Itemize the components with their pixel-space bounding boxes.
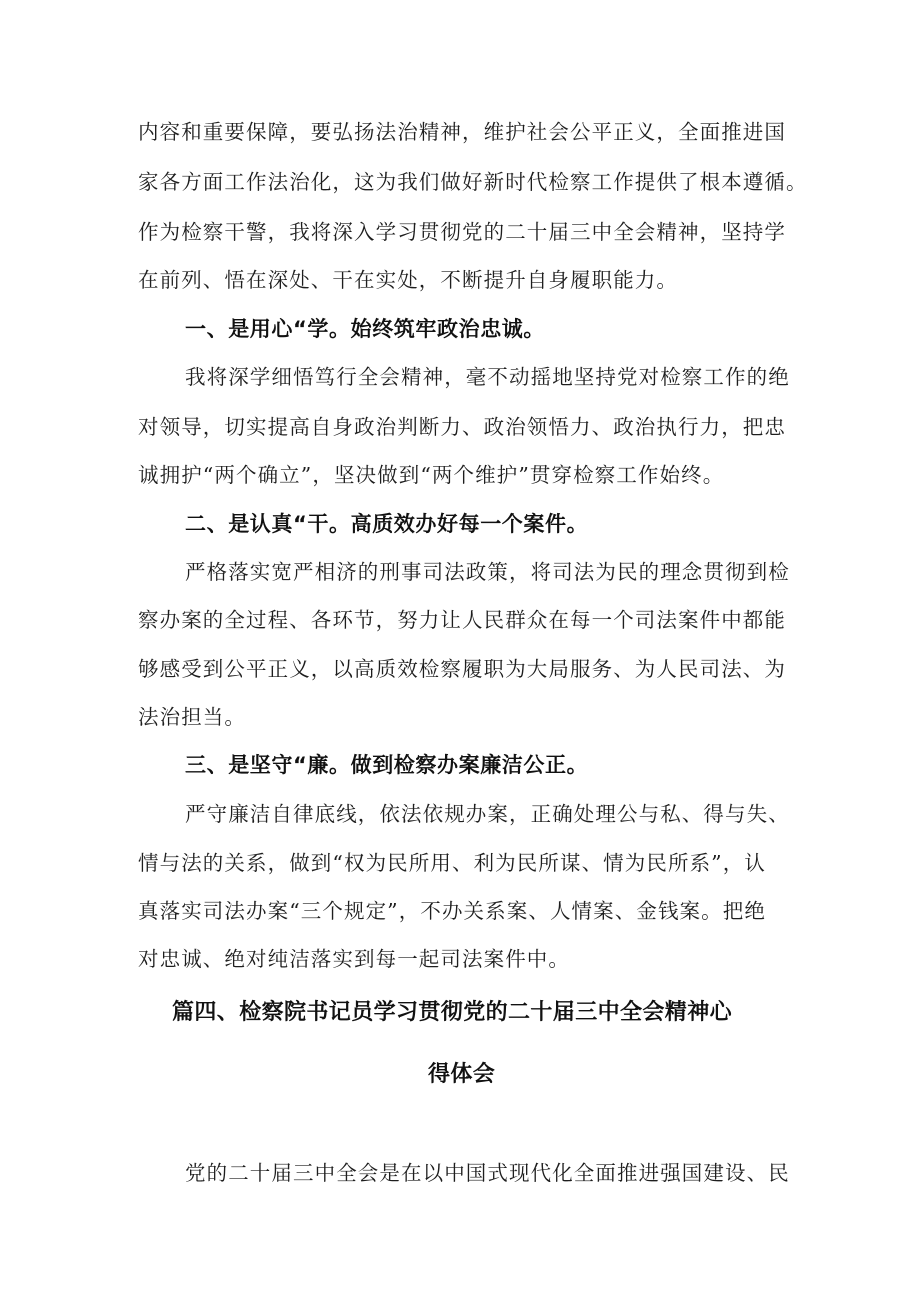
- article-body-line: 党的二十届三中全会是在以中国式现代化全面推进强国建设、民: [185, 1161, 790, 1185]
- section-1-line: 诚拥护“两个确立”，坚决做到“两个维护”贯穿检察工作始终。: [138, 463, 725, 487]
- section-heading-2: 二、是认真“干。高质效办好每一个案件。: [185, 512, 589, 536]
- article-title-continued: 得体会: [428, 1062, 496, 1087]
- section-3-line: 对忠诚、绝对纯洁落实到每一起司法案件中。: [138, 947, 570, 971]
- section-3-line: 真落实司法办案“三个规定”，不办关系案、人情案、金钱案。把绝: [138, 899, 766, 923]
- section-heading-1: 一、是用心“学。始终筑牢政治忠诚。: [185, 317, 546, 341]
- section-3-line: 严守廉洁自律底线，依法依规办案，正确处理公与私、得与失、: [185, 802, 790, 826]
- intro-line: 家各方面工作法治化，这为我们做好新时代检察工作提供了根本遵循。: [138, 170, 808, 194]
- section-1-line: 对领导，切实提高自身政治判断力、政治领悟力、政治执行力，把忠: [138, 415, 786, 439]
- article-title: 篇四、检察院书记员学习贯彻党的二十届三中全会精神心: [172, 1000, 733, 1025]
- intro-line: 内容和重要保障，要弘扬法治精神，维护社会公平正义，全面推进国: [138, 120, 786, 144]
- intro-line: 在前列、悟在深处、干在实处，不断提升自身履职能力。: [138, 268, 678, 292]
- section-1-line: 我将深学细悟笃行全会精神，毫不动摇地坚持党对检察工作的绝: [185, 365, 790, 389]
- section-2-line: 够感受到公平正义，以高质效检察履职为大局服务、为人民司法、为: [138, 657, 786, 681]
- section-2-line: 严格落实宽严相济的刑事司法政策，将司法为民的理念贯彻到检: [185, 560, 790, 584]
- section-2-line: 察办案的全过程、各环节，努力让人民群众在每一个司法案件中都能: [138, 608, 786, 632]
- section-2-line: 法治担当。: [138, 705, 246, 729]
- intro-line: 作为检察干警，我将深入学习贯彻党的二十届三中全会精神，坚持学: [138, 220, 786, 244]
- section-3-line: 情与法的关系，做到“权为民所用、利为民所谋、情为民所系”，认: [138, 851, 766, 875]
- section-heading-3: 三、是坚守“廉。做到检察办案廉洁公正。: [185, 753, 589, 777]
